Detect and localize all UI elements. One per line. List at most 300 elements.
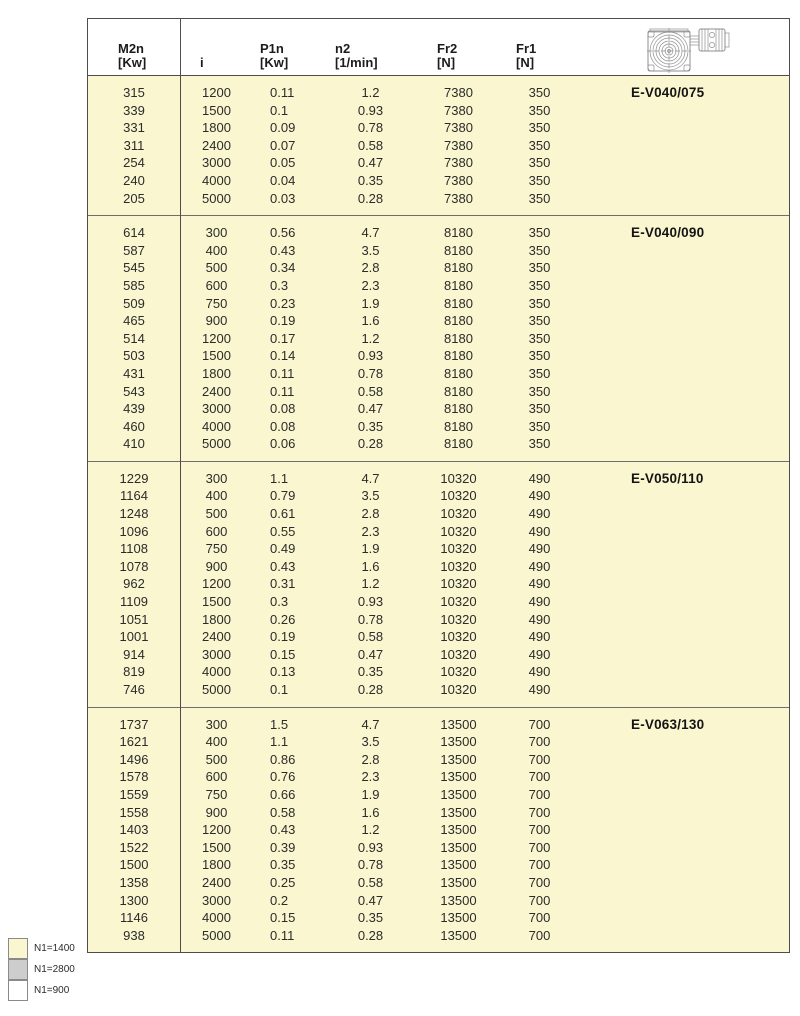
model-spacer (580, 505, 789, 523)
table-row (88, 716, 789, 734)
cell-i: 900 (205, 558, 228, 574)
cell-p1n: 0.76 (270, 769, 296, 785)
cell-n2: 2.3 (361, 769, 380, 785)
table-row (88, 804, 789, 822)
cell-fr2: 8180 (444, 348, 473, 364)
cell-n2: 2.3 (361, 523, 380, 539)
table-row (88, 102, 789, 120)
model-spacer (580, 383, 789, 401)
col-header-fr1-unit: [N] (516, 55, 535, 70)
table-row (88, 681, 789, 699)
cell-n2: 1.6 (361, 313, 380, 329)
legend-swatch-white (8, 980, 28, 1001)
cell-i: 300 (205, 716, 228, 732)
cell-fr2: 8180 (444, 401, 473, 417)
cell-n2: 3.5 (361, 734, 380, 750)
cell-fr2: 7380 (444, 137, 473, 153)
table-row (88, 628, 789, 646)
cell-p1n: 1.5 (270, 716, 289, 732)
cell-p1n: 0.03 (270, 190, 296, 206)
cell-m2n: 614 (123, 225, 145, 241)
cell-fr2: 13500 (440, 786, 477, 802)
model-spacer (580, 646, 789, 664)
model-spacer (580, 277, 789, 295)
table-row (88, 295, 789, 313)
col-header-p1n-unit: [Kw] (260, 55, 289, 70)
cell-m2n: 205 (123, 190, 145, 206)
cell-fr2: 13500 (440, 822, 477, 838)
cell-fr1: 350 (528, 313, 551, 329)
legend-label: N1=1400 (34, 943, 75, 954)
cell-fr1: 350 (528, 225, 551, 241)
cell-p1n: 0.06 (270, 436, 296, 452)
cell-n2: 1.2 (361, 822, 380, 838)
cell-i: 2400 (202, 629, 231, 645)
cell-n2: 3.5 (361, 242, 380, 258)
cell-fr2: 10320 (440, 523, 477, 539)
cell-fr2: 13500 (440, 804, 477, 820)
cell-m2n: 914 (123, 646, 145, 662)
table-row (88, 347, 789, 365)
cell-p1n: 0.13 (270, 664, 296, 680)
cell-p1n: 0.11 (270, 85, 295, 100)
cell-p1n: 0.43 (270, 822, 296, 838)
cell-fr1: 490 (528, 594, 551, 610)
cell-fr2: 13500 (440, 892, 477, 908)
cell-m2n: 938 (123, 927, 145, 943)
cell-m2n: 315 (123, 85, 145, 100)
cell-n2: 1.9 (361, 786, 380, 802)
cell-fr2: 10320 (440, 488, 477, 504)
cell-n2: 1.6 (361, 804, 380, 820)
cell-p1n: 0.11 (270, 383, 295, 399)
legend-swatch-gray (8, 959, 28, 980)
cell-fr2: 10320 (440, 506, 477, 522)
table-row (88, 611, 789, 629)
cell-m2n: 240 (123, 172, 145, 188)
cell-m2n: 465 (123, 313, 145, 329)
cell-fr2: 13500 (440, 769, 477, 785)
col-header-i-symbol: i (200, 55, 204, 70)
cell-fr2: 7380 (444, 172, 473, 188)
cell-m2n: 1578 (119, 769, 149, 785)
cell-p1n: 0.79 (270, 488, 296, 504)
cell-n2: 0.78 (357, 365, 384, 381)
cell-p1n: 0.17 (270, 330, 296, 346)
cell-i: 900 (205, 804, 228, 820)
cell-fr1: 700 (528, 822, 551, 838)
model-spacer (580, 874, 789, 892)
cell-n2: 0.93 (357, 839, 384, 855)
table-row (88, 190, 789, 208)
model-spacer (580, 768, 789, 786)
cell-fr1: 490 (528, 558, 551, 574)
cell-n2: 0.58 (357, 137, 384, 153)
model-spacer (580, 575, 789, 593)
cell-fr2: 8180 (444, 383, 473, 399)
cell-fr2: 8180 (444, 295, 473, 311)
cell-n2: 1.9 (361, 541, 380, 557)
table-row (88, 487, 789, 505)
cell-fr2: 10320 (440, 558, 477, 574)
cell-m2n: 1096 (119, 523, 149, 539)
cell-fr1: 350 (528, 155, 551, 171)
table-row (88, 909, 789, 927)
model-label: E-V050/110 (631, 470, 704, 486)
cell-p1n: 1.1 (270, 734, 289, 750)
cell-p1n: 0.04 (270, 172, 296, 188)
cell-m2n: 1621 (119, 734, 149, 750)
model-group-E-V040/090 (88, 215, 789, 461)
cell-m2n: 1737 (119, 716, 149, 732)
cell-fr1: 350 (528, 365, 551, 381)
cell-fr2: 8180 (444, 242, 473, 258)
table-row (88, 137, 789, 155)
col-header-fr2-unit: [N] (437, 55, 456, 70)
cell-m2n: 1109 (120, 594, 148, 610)
model-spacer (580, 751, 789, 769)
table-body (88, 76, 789, 952)
cell-fr2: 13500 (440, 716, 477, 732)
cell-m2n: 509 (123, 295, 145, 311)
cell-m2n: 331 (123, 120, 145, 136)
model-spacer (580, 839, 789, 857)
cell-fr1: 490 (528, 523, 551, 539)
cell-fr2: 7380 (444, 155, 473, 171)
model-spacer (580, 295, 789, 313)
cell-p1n: 0.56 (270, 225, 296, 241)
cell-fr2: 10320 (440, 629, 477, 645)
cell-fr2: 13500 (440, 734, 477, 750)
cell-n2: 2.8 (361, 260, 380, 276)
model-spacer (580, 172, 789, 190)
model-spacer (580, 435, 789, 453)
col-header-n2 (335, 42, 378, 70)
cell-fr2: 8180 (444, 260, 473, 276)
cell-m2n: 962 (123, 576, 145, 592)
cell-i: 1800 (202, 120, 231, 136)
cell-fr1: 700 (528, 716, 551, 732)
cell-fr1: 490 (528, 611, 551, 627)
cell-m2n: 1403 (119, 822, 149, 838)
cell-i: 600 (205, 277, 228, 293)
table-row (88, 593, 789, 611)
col-header-p1n-symbol: P1n (260, 41, 284, 56)
cell-i: 4000 (202, 664, 231, 680)
table-row (88, 330, 789, 348)
cell-m2n: 1496 (119, 751, 149, 767)
cell-fr1: 490 (528, 576, 551, 592)
cell-n2: 0.35 (357, 910, 384, 926)
table-row (88, 365, 789, 383)
cell-m2n: 311 (123, 137, 145, 153)
cell-i: 500 (205, 260, 228, 276)
table-row (88, 505, 789, 523)
cell-i: 5000 (202, 436, 231, 452)
cell-i: 500 (205, 506, 228, 522)
cell-p1n: 0.3 (270, 277, 289, 293)
speed-color-legend (8, 938, 75, 1001)
table-row (88, 119, 789, 137)
cell-fr1: 350 (528, 436, 551, 452)
cell-m2n: 431 (123, 365, 145, 381)
cell-n2: 0.78 (357, 611, 384, 627)
cell-p1n: 0.11 (270, 365, 295, 381)
cell-m2n: 254 (123, 155, 145, 171)
cell-m2n: 410 (123, 436, 145, 452)
cell-i: 3000 (202, 155, 231, 171)
cell-p1n: 0.08 (270, 418, 296, 434)
cell-m2n: 1001 (119, 629, 149, 645)
cell-i: 2400 (202, 874, 231, 890)
cell-n2: 1.9 (361, 295, 380, 311)
cell-fr1: 490 (528, 664, 551, 680)
cell-m2n: 1500 (119, 857, 149, 873)
table-row (88, 927, 789, 945)
cell-p1n: 0.31 (270, 576, 296, 592)
cell-fr1: 350 (528, 295, 551, 311)
cell-n2: 3.5 (361, 488, 380, 504)
cell-m2n: 1051 (119, 611, 149, 627)
col-header-n2-symbol: n2 (335, 41, 351, 56)
table-row (88, 540, 789, 558)
table-row (88, 768, 789, 786)
table-row (88, 259, 789, 277)
model-spacer (580, 611, 789, 629)
model-spacer (580, 259, 789, 277)
cell-m2n: 543 (123, 383, 145, 399)
cell-p1n: 0.07 (270, 137, 296, 153)
model-label: E-V040/090 (631, 225, 705, 241)
cell-m2n: 746 (123, 682, 145, 697)
cell-fr2: 7380 (444, 190, 473, 206)
cell-n2: 0.35 (357, 664, 384, 680)
cell-m2n: 514 (123, 330, 145, 346)
cell-i: 4000 (202, 418, 231, 434)
model-spacer (580, 418, 789, 436)
model-spacer (580, 347, 789, 365)
cell-n2: 0.78 (357, 857, 384, 873)
cell-fr2: 10320 (440, 470, 477, 486)
cell-n2: 1.2 (361, 85, 380, 100)
cell-fr2: 13500 (440, 910, 477, 926)
table-row (88, 839, 789, 857)
cell-i: 3000 (202, 646, 231, 662)
model-spacer (580, 892, 789, 910)
model-label: E-V063/130 (631, 716, 705, 732)
table-row (88, 821, 789, 839)
model-spacer (580, 523, 789, 541)
model-spacer (580, 681, 789, 699)
model-spacer (580, 909, 789, 927)
model-spacer (580, 927, 789, 945)
cell-p1n: 0.23 (270, 295, 296, 311)
cell-n2: 0.28 (357, 190, 384, 206)
cell-n2: 0.93 (357, 594, 384, 610)
col-header-n2-unit: [1/min] (335, 55, 378, 70)
cell-m2n: 587 (123, 242, 145, 258)
table-row (88, 751, 789, 769)
legend-swatch-yellow (8, 938, 28, 959)
col-header-m2n-unit: [Kw] (118, 55, 147, 70)
cell-p1n: 0.49 (270, 541, 296, 557)
cell-m2n: 1229 (119, 470, 149, 486)
cell-i: 1800 (202, 611, 231, 627)
cell-p1n: 0.2 (270, 892, 289, 908)
cell-fr1: 490 (528, 470, 551, 486)
cell-i: 400 (205, 734, 228, 750)
cell-p1n: 0.15 (270, 646, 296, 662)
cell-p1n: 0.3 (270, 594, 289, 610)
cell-p1n: 0.86 (270, 751, 296, 767)
model-spacer (580, 628, 789, 646)
cell-fr2: 13500 (440, 857, 477, 873)
cell-p1n: 0.58 (270, 804, 296, 820)
cell-i: 2400 (202, 383, 231, 399)
cell-i: 1500 (202, 102, 231, 118)
cell-i: 5000 (202, 682, 231, 697)
cell-n2: 0.93 (357, 102, 384, 118)
table-row (88, 874, 789, 892)
cell-fr2: 10320 (440, 664, 477, 680)
cell-fr1: 700 (528, 734, 551, 750)
cell-m2n: 585 (123, 277, 145, 293)
cell-fr1: 350 (528, 190, 551, 206)
table-row (88, 856, 789, 874)
cell-fr1: 700 (528, 892, 551, 908)
cell-i: 400 (205, 488, 228, 504)
table-row (88, 646, 789, 664)
cell-fr1: 350 (528, 401, 551, 417)
model-spacer (580, 663, 789, 681)
cell-p1n: 0.35 (270, 857, 296, 873)
model-spacer (580, 856, 789, 874)
cell-fr1: 350 (528, 418, 551, 434)
col-header-p1n (260, 42, 288, 70)
table-row (88, 84, 789, 102)
model-group-E-V050/110 (88, 461, 789, 707)
cell-p1n: 0.19 (270, 629, 296, 645)
cell-fr2: 13500 (440, 874, 477, 890)
cell-n2: 0.28 (357, 927, 384, 943)
cell-fr1: 700 (528, 874, 551, 890)
cell-fr2: 10320 (440, 541, 477, 557)
gearbox-ratings-table (87, 18, 790, 953)
cell-i: 1500 (202, 348, 231, 364)
cell-m2n: 545 (123, 260, 145, 276)
cell-i: 2400 (202, 137, 231, 153)
cell-fr2: 8180 (444, 225, 473, 241)
cell-p1n: 0.08 (270, 401, 296, 417)
col-header-fr2 (437, 42, 457, 70)
cell-p1n: 0.26 (270, 611, 296, 627)
cell-fr2: 13500 (440, 751, 477, 767)
cell-n2: 4.7 (361, 716, 380, 732)
model-spacer (580, 593, 789, 611)
cell-m2n: 439 (123, 401, 145, 417)
table-row (88, 418, 789, 436)
cell-i: 750 (205, 295, 228, 311)
cell-fr1: 350 (528, 137, 551, 153)
cell-fr1: 490 (528, 629, 551, 645)
cell-fr1: 490 (528, 646, 551, 662)
cell-fr1: 350 (528, 172, 551, 188)
cell-fr1: 350 (528, 383, 551, 399)
cell-n2: 0.93 (357, 348, 384, 364)
table-row (88, 277, 789, 295)
model-spacer (580, 558, 789, 576)
cell-i: 1500 (202, 594, 231, 610)
cell-fr2: 10320 (440, 682, 477, 697)
table-row (88, 242, 789, 260)
model-spacer (580, 330, 789, 348)
cell-fr1: 700 (528, 839, 551, 855)
table-row (88, 312, 789, 330)
cell-i: 4000 (202, 172, 231, 188)
cell-fr2: 7380 (444, 85, 473, 100)
cell-m2n: 1300 (119, 892, 149, 908)
cell-n2: 0.58 (357, 874, 384, 890)
cell-n2: 1.6 (361, 558, 380, 574)
cell-n2: 0.58 (357, 629, 384, 645)
cell-m2n: 1522 (119, 839, 149, 855)
cell-fr1: 700 (528, 804, 551, 820)
cell-fr1: 350 (528, 260, 551, 276)
cell-i: 5000 (202, 190, 231, 206)
cell-m2n: 1108 (120, 541, 148, 557)
cell-fr1: 700 (528, 786, 551, 802)
model-group-E-V063/130 (88, 707, 789, 953)
col-header-i (200, 56, 204, 70)
model-spacer (580, 540, 789, 558)
model-spacer (580, 119, 789, 137)
cell-p1n: 0.34 (270, 260, 296, 276)
cell-i: 1200 (202, 576, 231, 592)
cell-fr1: 490 (528, 682, 551, 697)
cell-m2n: 1146 (120, 910, 148, 926)
cell-fr1: 350 (528, 242, 551, 258)
model-spacer (580, 786, 789, 804)
cell-i: 3000 (202, 401, 231, 417)
cell-i: 750 (205, 786, 228, 802)
cell-n2: 0.28 (357, 682, 384, 697)
col-header-m2n (118, 42, 146, 70)
cell-p1n: 0.15 (270, 910, 296, 926)
cell-fr2: 8180 (444, 418, 473, 434)
cell-i: 4000 (202, 910, 231, 926)
cell-i: 300 (205, 470, 228, 486)
cell-fr1: 700 (528, 751, 551, 767)
cell-i: 1200 (202, 330, 231, 346)
cell-n2: 0.35 (357, 172, 384, 188)
table-row (88, 575, 789, 593)
table-header-row (88, 19, 789, 76)
table-row (88, 786, 789, 804)
cell-m2n: 339 (123, 102, 145, 118)
cell-fr2: 10320 (440, 646, 477, 662)
model-spacer (580, 102, 789, 120)
table-row (88, 523, 789, 541)
cell-fr2: 8180 (444, 313, 473, 329)
legend-label: N1=2800 (34, 964, 75, 975)
cell-fr1: 350 (528, 277, 551, 293)
first-column-divider-line (180, 19, 181, 952)
cell-m2n: 1559 (119, 786, 149, 802)
model-spacer (580, 804, 789, 822)
table-row (88, 172, 789, 190)
cell-p1n: 1.1 (270, 470, 289, 486)
cell-i: 600 (205, 523, 228, 539)
